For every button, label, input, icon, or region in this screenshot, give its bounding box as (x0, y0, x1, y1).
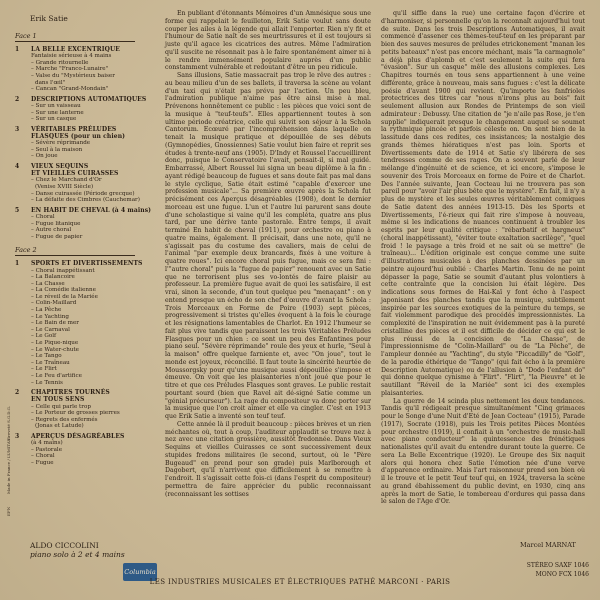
track-movement: – Fugue (31, 459, 54, 466)
side-1-label: Face 1 (15, 32, 135, 42)
track-movement: – Marche "Franco-Lunaire" (31, 66, 109, 73)
publisher-footer: LES INDUSTRIES MUSICALES ET ÉLECTRIQUES PATHÉ MARCONI · PARIS (149, 578, 451, 586)
performer (30, 541, 125, 559)
track (15, 126, 155, 133)
catalog-numbers (489, 561, 589, 579)
liner-paragraph: En publiant d'étonnants Mémoires d'un Amnésique sous une forme qui rappelait le feuilleton, Erik Satie voulut sans doute couper les ailes à la légende qui allait l'emporter. Rien n'y fit et l'humour de Satie naît de ses meurtrissures et il est toujours si juste qu'il agace les cicatrices des autres. Même l'admiration qu'il suscite ne résonnait pas à le faire spontanément aimer ni à le rendre immensément populaire auprès d'un public constamment vulnérable et redoutant d'être un peu ridicule. (165, 10, 371, 72)
liner-notes-column-1 (165, 10, 371, 498)
track-movement: – Choral (31, 453, 55, 460)
side-2-tracks (15, 260, 155, 466)
track (15, 396, 155, 430)
track-movement: – Fugue de papier (31, 233, 83, 240)
track-movement: – Le Bain de mer (31, 320, 79, 327)
track-title: EN HABIT DE CHEVAL (à 4 mains) (31, 206, 152, 214)
track-movement: (à 4 mains) (31, 440, 63, 447)
catalog-stereo: STÉREO SAXF 1046 (526, 562, 589, 569)
track-movement: Fantaisie sérieuse à 4 mains (31, 53, 112, 60)
track-number: 3 (15, 432, 20, 440)
track-movement: – La Chasse (31, 280, 65, 287)
track-number: 4 (15, 162, 20, 170)
track-movement: – Sur un vaisseau (31, 102, 81, 109)
track-title: VÉRITABLES PRÉLUDES (31, 125, 117, 133)
track-title: LA BELLE EXCENTRIQUE (31, 46, 120, 53)
track-movement: – On joue (31, 153, 58, 160)
track-movement: (Venise XVIII Siècle) (35, 183, 94, 190)
track-title: CHAPITRES TOURNÉS (31, 389, 110, 397)
track-movement: – La Pêche (31, 307, 62, 314)
side-1-tracks (15, 46, 155, 240)
track-movement: – Regrets des enfermés (31, 416, 98, 423)
track-movement: – Autre choral (31, 227, 72, 234)
liner-paragraph: La guerre de 14 scinda plus nettement les deux tendances. Tandis qu'il rédigeait presque simultanément "Cinq grimaces pour le Songe d'une Nuit d'Eté de Jean Cocteau" (1915), Parade (1917), Socrate (1918), puis les Trois petites Pièces Montées pour orchestre (1919), il confiait à un "orchestre de music-hall avec piano conducteur" la quintessence des frénétiques nationalistes qu'il avait du entendre durant toute la guerre. Ce sera La Belle Excentrique (1920). Le Groupe des Six naquit alors qui honora chez Satie l'émotion née d'une verve d'apparence ordinaire. Mais l'art raisonneur prend son bien où il le trouve et le petit Teuf teuf qui, en 1924, traversa la scène au grand ébahissement du public devint, en 1930, cinq ans après la mort de Satie, le tombereau d'ordures qui passa dans le salon de l'Age d'Or. (381, 397, 585, 506)
track-movement: – Le Carnaval (31, 326, 70, 333)
sidebar-text-2: Made in France / LUMITAY (6, 438, 11, 494)
track-title: FLASQUES (pour un chien) (31, 132, 126, 140)
track-title: DESCRIPTIONS AUTOMATIQUES (31, 95, 147, 103)
track (15, 46, 155, 93)
track-movement: – Sur un casque (31, 116, 77, 123)
track-number: 1 (15, 46, 20, 53)
track (15, 389, 155, 396)
track-movement: – Le Tennis (31, 379, 63, 386)
track-movement: – Chez le Marchand d'Or (31, 177, 102, 184)
track-movement: – Grande ritournelle (31, 59, 89, 66)
track-listing (15, 32, 155, 467)
track-movement: – Le Traîneau (31, 359, 70, 366)
sidebar-text-1: EFN (6, 506, 11, 516)
liner-paragraph: Sans illusions, Satie massacrait pas trop le rêve des autres : au beau milieu d'un de ses ballets, il traversa la scène au volant d'un taxi qui n'était pas prévu par l'action. Un peu bleu, l'admiration publique n'aime pas être ainsi mise à mal. Prévenons honnêtement ce public : les pièces que voici sont de la musique à "teuf-teufs". Elles appartiennent toutes à son ultime période créatrice, celle qui suivit son séjour à la Schola Cantorum. Ecœuré par l'incompréhension dans laquelle on tenait la musique pratique et dépouillée de ses débuts (Gymnopédies, Gnossiennes) Satie voulut bien faire et reprit ses études à trente-neuf ans (1905). D'Indy et Roussel l'accueillirent donc, puisque le Conservatoire l'avait, pensait-il, si mal guidé. Embarrassé, Albert Roussel lui signa un beau diplôme à la fin : ayant rédigé beaucoup de fugues et sans doute fait pas mal dans le style cyclique, Satie était estimé "capable d'exercer une profession musicale"... Sa première œuvre après la Schola fut précisément ces Aperçus désagréables (1908), dont le dernier morceau est une fugue. L'un et l'autre lui parurent sans doute d'une scholastique si vaine qu'il les compléta, quatre ans plus tard, par une dérive tante pastorale. Entre temps, il avait terminé En habit de cheval (1911), pour orchestre ou piano à quatre mains, également. Il précisait, dans une note, qu'il ne s'agissait pas du costume des cavaliers, mais de celui de l'animal "par exemple deux brancards, fixés à une voiture à quatre roues". Ici encore choral puis fugue, mais ce sera fini : l'"autre choral" puis la "fugue de papier" renouent avec un Satie que ne terrorisent plus ses vo-lontés de faire plaisir au professeur. La première fugue avait de quoi les satisfaire, il est vrai, sinon la seconde, d'un tout quelque peu "menaçant" : on y entend presque un écho de son chef d'œuvre d'avant la Schola : Trois Morceaux en Forme de Poire (1903) sept pièces, progressivement si tristes qu'elles évoquent à la fois le courage et les résignations lamentables de Charlot. En 1912 l'humeur se fait plus vive tandis que paraissent les trois Véritables Préludes Flasques pour un chien : ce sont un peu des Enfantines pour piano seul. "Sévère réprimande" roule des yeux et hurle, "Seul à la maison" offre quelque farniente et, avec "On joue", tout le monde est joyeux, réconcilié. Il faut toute la sincérité heurtée de Moussorgsky pour qu'une musique aussi dépouillée s'impose et émeuve. On voit que les plaisanteries n'ont joué que pour le titre et que ces Préludes Flasques sont graves. Le public restait pourtant sourd (bien que Ravel ait dé-signé Satie comme un "génial précurseur"). La rage du compositeur va donc porter sur la musique que l'on croit aimer et elle va cingler. C'est en 1913 que Erik Satie a inventé son teuf teuf. (165, 72, 371, 420)
track (15, 433, 155, 467)
track-movement: – Le Flirt (31, 366, 57, 373)
track-movement: – Seul à la maison (31, 146, 83, 153)
track-movement: – Danse cuirassée (Période grecque) (31, 190, 135, 197)
track-movement: – Colin-Maillard (31, 300, 77, 307)
liner-paragraph: qu'il siffle dans la rue) une certaine façon d'écrire et d'harmoniser, si personnelle qu'on la reconnaît aujourd'hui tout de suite. Dans les trois Descriptions Automatiques, il avait commencé d'assener ces thèmes-teuf-teuf en les préparant par bien des sauves mesures de préludes etrickonement "manan les petits bateaux" n'est pas encore méchant, mais "la carmagnole" a déjà plus d'aplomb et c'est seulement la suite qui fera "évasion". Sur un casque" mêle des allusions complexes. Les Chapitres tournés en tous sens appartiennent à une veine différente, grâce à nouveau, mais sans fugues : c'est la délicate poésie d'avant 1900 qui revient. Qu'importe les fanfrioles protectrices des titres car "nous n'irons plus au bois" fait seulement allusion aux Rondes de Printemps de son vieil admirateur : Debussy. Une citation de "je n'aile pas Rose, je t'en supplie" indiquerait presque le changement auquel se soumet la rythmique pincée et parfois céleste on. On sent bien de la lassitude dans ces redites, ces insistances; la nostalgie des grands thèmes hiératiques n'est pas loin. Sports et Divertissements date de 1914 et Satie s'y libérera de ses tendresses comme de ses rages. On a souvent parlé de leur mélange d'ingénuité et de science, et ici encore, s'impose le souvenir des Trois Morceaux en forme de Poire et de Charlot. Des l'année suivante, Jean Cocteau lui ne trouvera pas son pareil pour "avoir l'air plus bête que le mystère". En fait, il n'y a plus de mystère et les seules œuvres véritablement comiques de Satie datent des années 1913-15. Dès les Sports et Divertissements, l'é-rieux qui fait rire s'impose à nouveau, même si les indications de nuances continuent à troubler les esprits par leur qualité critique : "rébarbatif et hargneux" (choral inappétissant), "éviter toute exaltation sacrilège", "quel froid ! le paysage a très froid et ne sait où se mettre" (le traîneau)... L'édition originale est conçue comme une suite d'illustrations musicales à des planches dessinées par un peintre aujourd'hui oublié : Charles Martin. Tenu de ne point dépasser la page, Satie se soumit d'autant plus volontiers à cette contrainte que la concision lui était légère. Des indications sous formes de Hai-Kaï y font écho à l'aspect japonisant des planches tandis que la musique, subtilement inspirée par les sources exotiques de la peinture du temps, se fait violemment parodique des procédés impressionnistes. La complexité de l'inspiration ne nuit évidemment pas à la pureté cristalline des pièces et il est difficile de décider ce qui est le plus réussi de la concision de "La Chasse", de l'impressionnisme de "Colin-Maillard" ou de "La Pêche", de l'ampleur donnée au "Yachting", du style "Piccadilly" de "Golf", de la parodie éthérique de "Tango" (qui fait écho à la première Description Automatique) ou de l'allusion à "Dodo l'enfant do" qui donne quelque cynisme à "Flirt". "Flirt", "la Pieuvre" et le sautillant "Réveil de la Mariée" sont ici des exemples plaisanteries. (381, 10, 585, 397)
track-movement: – Choral (31, 213, 55, 220)
track-title: SPORTS ET DIVERTISSEMENTS (31, 260, 143, 268)
track-title: VIEUX SEQUINS (31, 162, 89, 170)
liner-notes-column-2 (381, 10, 585, 506)
track-movement: – Le réveil de la Mariée (31, 293, 98, 300)
sidebar-text-3: Breveté S.G.D.G. (6, 406, 11, 440)
track-movement: – Valse du "Mystérieux baiser (31, 72, 115, 79)
track-number: 3 (15, 125, 20, 133)
track-movement: – Le Golf (31, 333, 57, 340)
performer-role: piano solo à 2 et 4 mains (30, 550, 125, 559)
track (15, 207, 155, 241)
track (15, 170, 155, 204)
track-movement: – La Balancoire (31, 274, 75, 281)
track-number: 2 (15, 389, 20, 397)
track-movement: – Sur une lanterne (31, 109, 84, 116)
track-movement: – Sévère réprimande (31, 140, 91, 147)
track-movement: – La Comédie italienne (31, 287, 96, 294)
track-movement: dans l'œil" (35, 79, 66, 86)
legal-sidebar (4, 406, 14, 520)
track-movement: – Pastorale (31, 446, 63, 453)
track-movement: – Le Pique-nique (31, 340, 79, 347)
track-movement: – Le Porteur de grosses pierres (31, 410, 120, 417)
track-movement: – Le Feu d'artifice (31, 373, 82, 379)
track-movement: – Le Yachting (31, 313, 69, 320)
track-number: 2 (15, 95, 20, 103)
track-movement: – La défaite des Cimbres (Cauchemar) (31, 197, 140, 204)
track-title: APERÇUS DÉSAGRÉABLES (31, 432, 125, 440)
track-movement: – Le Tango (31, 353, 62, 360)
track-number: 5 (15, 206, 20, 214)
track (15, 260, 155, 386)
track (15, 133, 155, 160)
side-2-label: Face 2 (15, 246, 135, 256)
catalog-mono: MONO FCX 1046 (535, 571, 589, 578)
performer-name: ALDO CICCOLINI (30, 541, 99, 550)
track-number: 1 (15, 260, 20, 268)
columbia-logo: Columbia (123, 563, 157, 581)
track (15, 96, 155, 123)
composer-name: Erik Satie (30, 14, 68, 23)
track-title: ET VIEILLES CUIRASSES (31, 170, 119, 178)
liner-paragraph: Cette année là il produit beaucoup : pièces brèves et un rien méchantes où, tout à coup, l'auditeur applaudit se trouve nez à nez avec une citation grossière, aussitôt fredonnée. Dans Vieux Sequins et vieilles Cuirasses ce sont successivement deux stupides fredons militaires (le second, surtout, où le "Père Bugeaud" en prend pour son grade) puis Marlborough et Dagobert, qu'il n'arrivent que difficilement à se remettre à l'endroit. Il s'agissait cette fois-ci (dans l'esprit du compositeur) permettra de faire apprécier du public reconnaissant (reconnaissant les sottises (165, 420, 371, 498)
track-title: EN TOUS SENS (31, 396, 85, 404)
track-movement: – Fugue litanique (31, 220, 81, 227)
track-movement: – Choral inappétissant (31, 267, 95, 274)
track-movement: – Cancan "Grand-Mondain" (31, 86, 109, 93)
author-signature: Marcel MARNAT (520, 541, 576, 549)
track-movement: – Le Water-chute (31, 346, 79, 353)
track-movement: – Celle qui parle trop (31, 403, 91, 410)
track-movement: (Jonas et Latude) (35, 423, 84, 430)
track (15, 163, 155, 170)
